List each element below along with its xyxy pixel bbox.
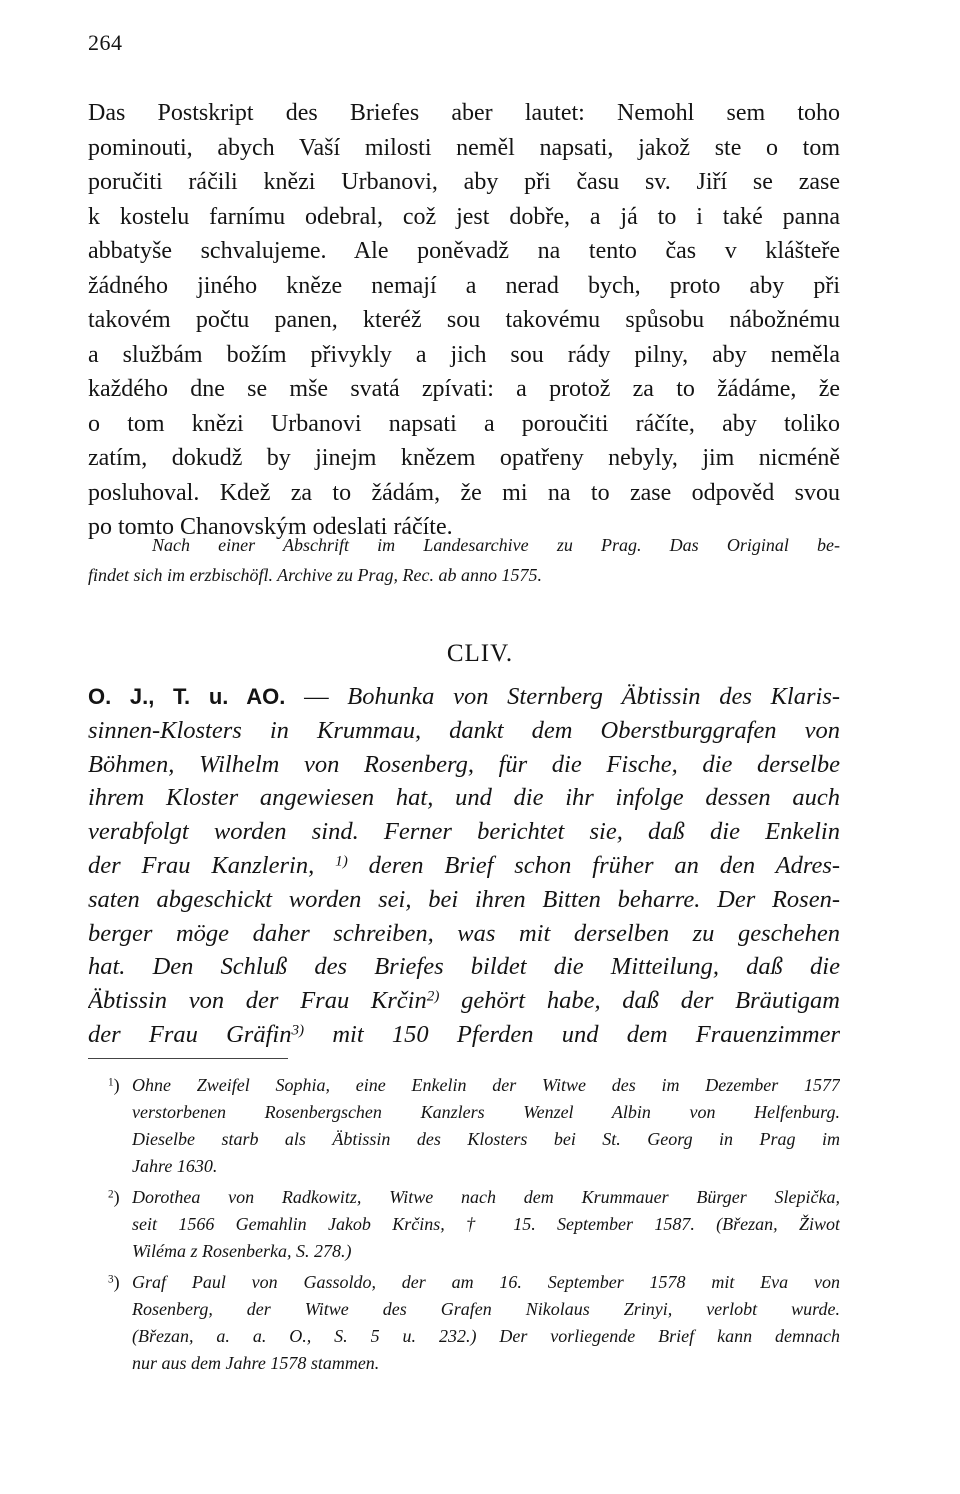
footnote-ref-number: 1 [335, 852, 343, 870]
summary-line-text: Äbtissin von der Frau Krčin [88, 987, 427, 1015]
footnote-line: Graf Paul von Gassoldo, der am 16. September 1578 mit Eva von [132, 1272, 840, 1292]
footnote-ref: 3) [291, 1021, 305, 1039]
summary-line-text: mit 150 Pferden und dem Frauenzimmer [332, 1020, 840, 1048]
summary-line: Böhmen, Wilhelm von Rosenberg, für die Fische, die derselbe [88, 750, 840, 778]
source-note [88, 530, 840, 590]
footnote-line: Rosenberg, der Witwe des Grafen Nikolaus Zrinyi, verlobt wurde. [132, 1299, 840, 1319]
summary-line: verabfolgt worden sind. Ferner berichtet sie, daß die Enkelin [88, 818, 840, 846]
source-note-line: findet sich im erzbischöfl. Archive zu Prag, Rec. ab anno 1575. [88, 565, 542, 585]
document-summary [88, 680, 840, 1052]
body-line: Das Postskript des Briefes aber lautet: Nemohl sem toho [88, 100, 840, 126]
em-dash: — [304, 683, 329, 710]
body-line: poručiti ráčili knězi Urbanovi, aby při času sv. Jiří se zase [88, 169, 840, 195]
summary-line: saten abgeschickt worden sei, bei ihren Bitten beharre. Der Rosen- [88, 885, 840, 913]
body-line: pominouti, abych Vaší milosti neměl napsati, jakož ste o tom [88, 134, 840, 161]
footnote-line: Ohne Zweifel Sophia, eine Enkelin der Witwe des im Dezember 1577 [132, 1075, 840, 1095]
source-note-line: Nach einer Abschrift im Landesarchive zu Prag. Das Original be- [152, 535, 840, 555]
summary-line-text: der Frau Gräfin [88, 1020, 292, 1048]
summary-line: berger möge daher schreiben, was mit derselben zu geschehen [88, 919, 840, 947]
footnote-mark-number: 3 [108, 1273, 114, 1286]
footnote-line: Dorothea von Radkowitz, Witwe nach dem Krummauer Bürger Slepička, [132, 1187, 840, 1207]
footnote-line: seit 1566 Gemahlin Jakob Krčins, † 15. September 1587. (Březan, Žiwot [132, 1214, 840, 1234]
summary-line-text: deren Brief schon früher an den Adres- [368, 851, 840, 879]
letter-postscript [88, 96, 840, 545]
body-line: žádného jiného kněze nemají a nerad bych, proto aby při [88, 272, 840, 299]
summary-line [88, 680, 840, 714]
footnote-mark: $^1$) [108, 1075, 120, 1095]
footnote-ref-number: 3 [291, 1021, 300, 1039]
body-line: každého dne se mše svatá zpívati: a protož za to žádáme, že [88, 376, 840, 402]
footnote-line: verstorbenen Rosenbergschen Kanzlers Wenzel Albin von Helfenburg. [132, 1102, 840, 1122]
summary-line: sinnen-Klosters in Krummau, dankt dem Oberstburggrafen von [88, 716, 840, 744]
footnote-mark: $^2$) [108, 1187, 120, 1207]
footnote-mark-number: 1 [108, 1076, 114, 1089]
footnote-line: nur aus dem Jahre 1578 stammen. [132, 1353, 380, 1373]
footnote-line: Dieselbe starb als Äbtissin des Klosters bei St. Georg in Prag im [132, 1129, 840, 1149]
footnote [88, 1269, 840, 1377]
footnote-mark-number: 2 [108, 1188, 114, 1201]
footnote-separator [88, 1058, 288, 1059]
summary-line [88, 984, 840, 1018]
sigla: O. J., T. u. AO. [88, 684, 286, 709]
footnote-line: (Březan, a. a. O., S. 5 u. 232.) Der vorliegende Brief kann demnach [132, 1326, 840, 1346]
body-line: abbatyše schvalujeme. Ale poněvadž na tento čas v klášteře [88, 238, 840, 264]
summary-line [88, 1018, 840, 1052]
body-line: zatím, dokudž by jinejm knězem opatřeny nebyly, jim nicméně [88, 445, 840, 471]
body-line: takovém počtu panen, kteréž sou takovému spůsobu nábožnému [88, 307, 840, 333]
footnote-line: Wiléma z Rosenberka, S. 278.) [132, 1241, 352, 1261]
footnote-ref-number: 2 [426, 987, 435, 1005]
body-line: o tom knězi Urbanovi napsati a poroučiti ráčíte, aby toliko [88, 410, 840, 437]
body-line: po tomto Chanovským odeslati ráčíte. [88, 514, 453, 540]
footnote-line: Jahre 1630. [132, 1156, 218, 1176]
footnote-ref: 2) [426, 987, 440, 1005]
document-number: CLIV. [446, 640, 514, 667]
footnote [88, 1072, 840, 1180]
summary-line [88, 849, 840, 883]
body-line: posluhoval. Kdež za to žádám, že mi na to zase odpověd svou [88, 479, 840, 506]
body-line: k kostelu farnímu odebral, což jest dobře, a já to i také panna [88, 203, 840, 230]
summary-line: hat. Den Schluß des Briefes bildet die Mitteilung, daß die [88, 953, 840, 981]
body-line: a službám božím přivykly a jich sou rády pilny, aby neměla [88, 341, 840, 368]
footnote-ref: 1) [335, 852, 348, 870]
summary-line: ihrem Kloster angewiesen hat, und die ihr infolge dessen auch [88, 784, 840, 812]
summary-line-text: der Frau Kanzlerin, [88, 851, 315, 879]
footnote [88, 1184, 840, 1265]
summary-line-text: gehört habe, daß der Bräutigam [461, 987, 840, 1015]
footnote-mark: $^3$) [108, 1272, 120, 1292]
page-number: 264 [88, 30, 123, 55]
summary-line-text: Bohunka von Sternberg Äbtissin des Klaris- [347, 683, 840, 710]
footnotes [88, 1072, 840, 1381]
